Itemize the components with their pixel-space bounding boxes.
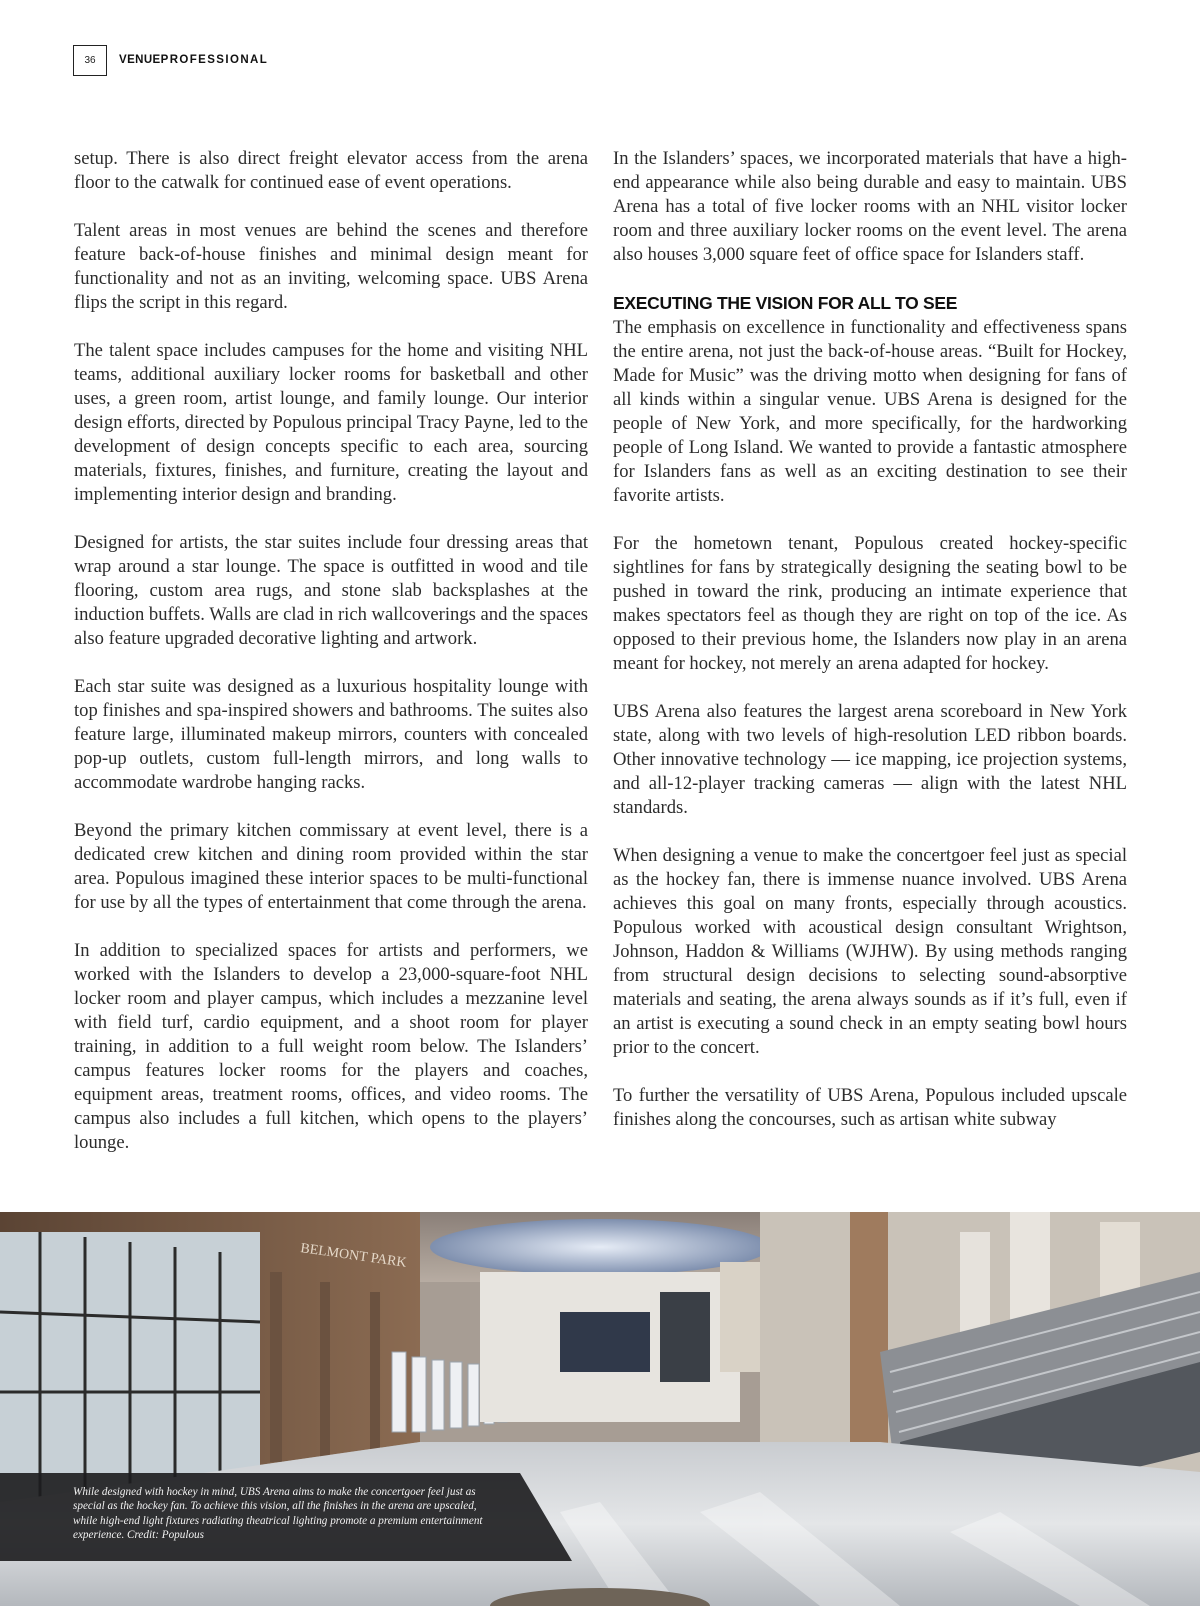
masthead-brand-light: PROFESSIONAL (160, 54, 269, 66)
body-paragraph: setup. There is also direct freight elevator access from the arena floor to the catwalk for continued ease of event operations. (74, 148, 588, 193)
body-paragraph: Each star suite was designed as a luxurious hospitality lounge with top finishes and spa-inspired showers and bathrooms. The suites also feature large, illuminated makeup mirrors, counters with concealed pop-up outlets, custom full-length mirrors, and long walls to accommodate wardrobe hanging racks. (74, 676, 588, 793)
body-paragraph: Beyond the primary kitchen commissary at event level, there is a dedicated crew kitchen and dining room provided within the star area. Populous imagined these interior spaces to be multi-functional for use by all the types of entertainment that come through the arena. (74, 820, 588, 913)
body-paragraph: For the hometown tenant, Populous created hockey-specific sightlines for fans by strategically designing the seating bowl to be pushed in toward the rink, producing an intimate experience that makes spectators feel as though they are right on top of the ice. As opposed to their previous home, the Islanders now play in an arena meant for hockey, not merely an arena adapted for hockey. (613, 533, 1127, 674)
body-paragraph: To further the versatility of UBS Arena, Populous included upscale finishes along the concourses, such as artisan white subway (613, 1085, 1127, 1130)
left-column (74, 147, 588, 1155)
body-paragraph: Talent areas in most venues are behind the scenes and therefore feature back-of-house finishes and minimal design meant for functionality and not as an inviting, welcoming space. UBS Arena flips the script in this regard. (74, 220, 588, 313)
body-paragraph: In the Islanders’ spaces, we incorporated materials that have a high-end appearance while also being durable and easy to maintain. UBS Arena has a total of five locker rooms with an NHL visitor locker room and three auxiliary locker rooms on the event level. The arena also houses 3,000 square feet of office space for Islanders staff. (613, 148, 1127, 265)
ceiling-light-cove (430, 1219, 770, 1275)
section-heading: EXECUTING THE VISION FOR ALL TO SEE (613, 293, 958, 313)
body-paragraph: When designing a venue to make the concertgoer feel just as special as the hockey fan, there is immense nuance involved. UBS Arena achieves this goal on many fronts, especially through acoustics. Populous worked with acoustical design consultant Wrightson, Johnson, Haddon & Williams (WJHW). By using methods ranging from structural design decisions to selecting sound-absorptive materials and seating, the arena always sounds as if it’s full, even if an artist is executing a sound check in an empty seating bowl hours prior to the concert. (613, 845, 1127, 1058)
belmont-park-signage: BELMONT PARK (299, 1241, 408, 1271)
page-number: 36 (73, 45, 107, 76)
right-column (613, 147, 1127, 1132)
body-paragraph: The talent space includes campuses for the home and visiting NHL teams, additional auxiliary locker rooms for basketball and other uses, a green room, artist lounge, and family lounge. Our interior design efforts, directed by Populous principal Tracy Payne, led to the development of design concepts specific to each area, sourcing materials, fixtures, finishes, and furniture, creating the layout and implementing interior design and branding. (74, 340, 588, 505)
masthead-brand-bold: VENUE (119, 54, 161, 66)
photo-caption: While designed with hockey in mind, UBS Arena aims to make the concertgoer feel just as special as the hockey fan. To achieve this vision, all the finishes in the arena are upscaled, while high-end light fixtures radiating theatrical lighting promote a premium entertainment experience. Credit: Populous (73, 1486, 483, 1541)
body-paragraph: Designed for artists, the star suites include four dressing areas that wrap around a star lounge. The space is outfitted in wood and tile flooring, custom area rugs, and stone slab backsplashes at the induction buffets. Walls are clad in rich wallcoverings and the spaces also feature upgraded decorative lighting and artwork. (74, 532, 588, 649)
body-paragraph: UBS Arena also features the largest arena scoreboard in New York state, along with two levels of high-resolution LED ribbon boards. Other innovative technology — ice mapping, ice projection systems, and all-12-player tracking cameras — align with the latest NHL standards. (613, 701, 1127, 818)
masthead (119, 54, 268, 66)
body-paragraph: The emphasis on excellence in functionality and effectiveness spans the entire arena, not just the back-of-house areas. “Built for Hockey, Made for Music” was the driving motto when designing for fans of all kinds within a singular venue. UBS Arena is designed for the people of New York, and more specifically, for the hardworking people of Long Island. We wanted to provide a fantastic atmosphere for Islanders fans as well as an exciting destination to see their favorite artists. (613, 317, 1127, 506)
body-paragraph: In addition to specialized spaces for artists and performers, we worked with the Islanders to develop a 23,000-square-foot NHL locker room and player campus, which includes a mezzanine level with field turf, cardio equipment, and a shoot room for player training, in addition to a full weight room below. The Islanders’ campus features locker rooms for the players and coaches, equipment areas, treatment rooms, offices, and video rooms. The campus also includes a full kitchen, which opens to the players’ lounge. (74, 940, 588, 1153)
